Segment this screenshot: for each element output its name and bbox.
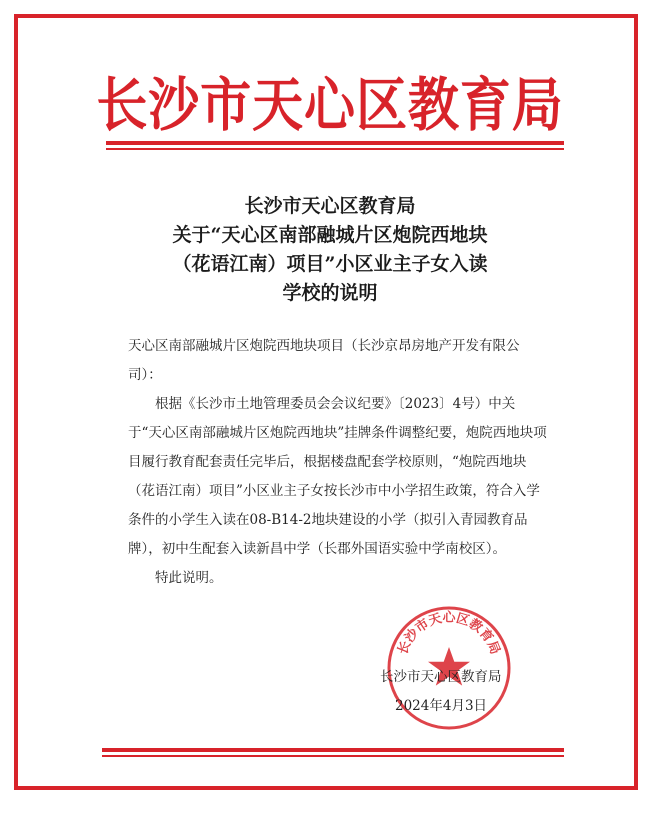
- letterhead-title: 长沙市天心区教育局: [96, 71, 564, 139]
- issue-date: 2024年4月3日: [395, 698, 488, 714]
- letterhead-rule-thin: [106, 148, 564, 150]
- footer-rule-thin: [102, 755, 564, 757]
- document-title-line: （花语江南）项目”小区业主子女入读: [172, 253, 488, 275]
- footer-rule-thick: [102, 748, 564, 752]
- seal-text: 长沙市天心区教育局: [395, 610, 503, 657]
- document-title: [0, 192, 660, 308]
- issuer-signature: 长沙市天心区教育局: [380, 669, 502, 685]
- document-body: [128, 332, 548, 593]
- closing-line: 特此说明。: [155, 570, 223, 586]
- addressee: 天心区南部融城片区炮院西地块项目（长沙京昂房地产开发有限公司）：: [128, 338, 520, 383]
- document-title-line: 学校的说明: [282, 282, 378, 304]
- document-title-line: 长沙市天心区教育局: [244, 195, 416, 217]
- body-paragraph: 根据《长沙市土地管理委员会会议纪要》〔2023〕4号）中关于“天心区南部融城片区炮院西地块”挂牌条件调整纪要，炮院西地块项目履行教育配套责任完毕后，根据楼盘配套学校原则，“炮院西地块（花语江南）项目”小区业主子女按长沙市中小学招生政策，符合入学条件的小学生入读在08-B14-2地块建设的小学（拟引入青园教育品牌），初中生配套入读新昌中学（长郡外国语实验中学南校区）。: [128, 396, 547, 557]
- letterhead-rule-thick: [106, 141, 564, 145]
- document-title-line: 关于“天心区南部融城片区炮院西地块: [172, 224, 488, 246]
